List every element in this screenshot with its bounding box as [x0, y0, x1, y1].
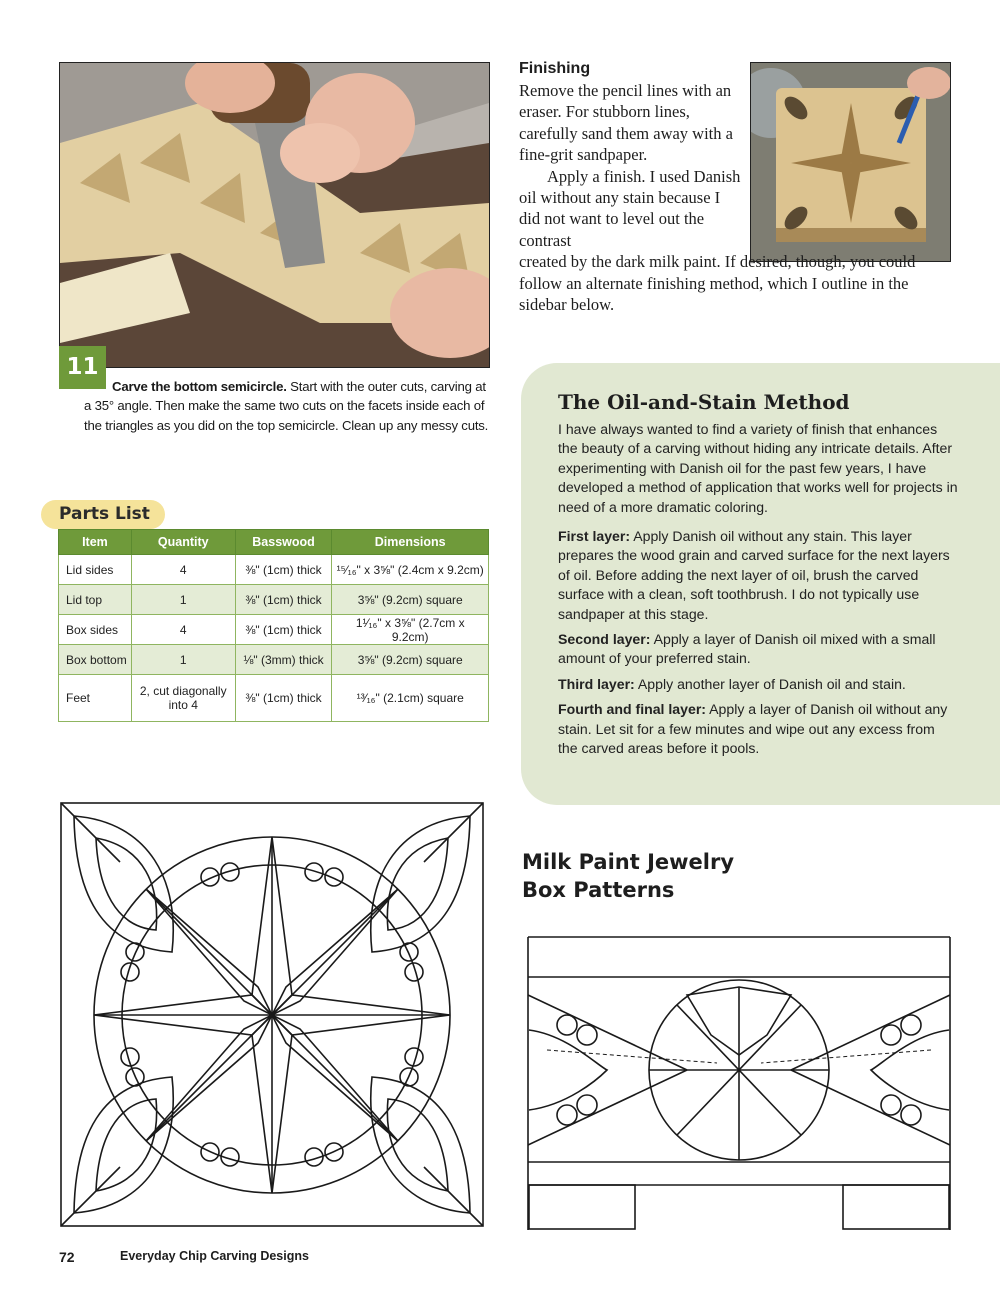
layer-label: Fourth and final layer:: [558, 701, 706, 718]
table-cell: 3⅝" (9.2cm) square: [332, 585, 489, 615]
sidebar-layer: [558, 675, 958, 694]
table-cell: 1: [131, 585, 235, 615]
table-cell: ⅜" (1cm) thick: [235, 555, 332, 585]
layer-text: Apply Danish oil without any stain. This layer prepares the wood grain and carved surface for the next layers of oil. Before adding the next layer of oil, brush the carved surface with a clean, soft toothbrush. I do not typically use sandpaper at this stage.: [558, 528, 950, 622]
column-header: Basswood: [235, 530, 332, 555]
table-row: [59, 675, 489, 722]
sidebar-layer: [558, 527, 958, 624]
sidebar-body: [558, 420, 958, 765]
table-cell: Lid sides: [59, 555, 132, 585]
step-caption-bold: Carve the bottom semicircle.: [112, 379, 287, 394]
table-row: [59, 615, 489, 645]
patterns-heading-line-1: Milk Paint Jewelry: [522, 850, 735, 874]
finishing-heading: Finishing: [519, 60, 591, 77]
table-cell: ⅛" (3mm) thick: [235, 645, 332, 675]
column-header: Quantity: [131, 530, 235, 555]
table-cell: 2, cut diagonally into 4: [131, 675, 235, 722]
table-header-row: [59, 530, 489, 555]
table-row: [59, 555, 489, 585]
finishing-paragraph-2b: created by the dark milk paint. If desired, though, you could follow an alternate finishing method, which I outline in the sidebar below.: [519, 252, 916, 315]
table-cell: 4: [131, 555, 235, 585]
layer-text: Apply a layer of Danish oil without any stain. Let sit for a few minutes and wipe out any excess from the carved areas before it pools.: [558, 701, 948, 757]
table-cell: ⅜" (1cm) thick: [235, 585, 332, 615]
table-cell: ⅜" (1cm) thick: [235, 675, 332, 722]
table-cell: ¹³⁄₁₆" (2.1cm) square: [332, 675, 489, 722]
table-cell: Box bottom: [59, 645, 132, 675]
table-row: [59, 585, 489, 615]
table-cell: Feet: [59, 675, 132, 722]
sidebar-intro: I have always wanted to find a variety of finish that enhances the beauty of a carving without hiding any intricate details. After experimenting with Danish oil for the past few years, I have developed a method of application that works well for projects in need of a more dramatic coloring.: [558, 421, 958, 515]
column-header: Dimensions: [332, 530, 489, 555]
layer-label: Third layer:: [558, 675, 635, 692]
side-pattern-drawing: [527, 935, 951, 1230]
parts-list-table: [58, 529, 489, 722]
table-cell: Box sides: [59, 615, 132, 645]
layer-text: Apply another layer of Danish oil and stain.: [634, 675, 906, 692]
patterns-heading: [522, 848, 782, 904]
table-cell: 4: [131, 615, 235, 645]
table-cell: 3⅝" (9.2cm) square: [332, 645, 489, 675]
column-header: Item: [59, 530, 132, 555]
layer-label: Second layer:: [558, 631, 651, 648]
sidebar-layer: [558, 700, 958, 758]
step-caption-text: Start with the outer cuts, carving at a 35° angle. Then make the same two cuts on the facets inside each of the triangles as you did on the top semicircle. Clean up any messy cuts.: [84, 379, 489, 433]
page-number: 72: [59, 1249, 75, 1265]
layer-text: Apply a layer of Danish oil mixed with a small amount of your preferred stain.: [558, 631, 936, 667]
layer-label: First layer:: [558, 528, 631, 545]
book-title: Everyday Chip Carving Designs: [120, 1249, 309, 1263]
patterns-heading-line-2: Box Patterns: [522, 878, 675, 902]
table-cell: Lid top: [59, 585, 132, 615]
step-number-badge: 11: [59, 346, 106, 389]
table-cell: 1: [131, 645, 235, 675]
sidebar-layer: [558, 630, 958, 669]
table-cell: ¹⁵⁄₁₆" x 3⅝" (2.4cm x 9.2cm): [332, 555, 489, 585]
table-row: [59, 645, 489, 675]
finishing-body: [519, 80, 934, 315]
finishing-paragraph-2a: Apply a finish. I used Danish oil without any stain because I did not want to level out the contrast: [519, 166, 741, 250]
table-cell: ⅜" (1cm) thick: [235, 615, 332, 645]
step-11-photo: [59, 62, 490, 368]
finishing-paragraph-1: Remove the pencil lines with an eraser. For stubborn lines, carefully sand them away with a fine-grit sandpaper.: [519, 81, 733, 165]
parts-list-title: Parts List: [41, 500, 165, 529]
sidebar-title: The Oil-and-Stain Method: [558, 390, 850, 414]
lid-pattern-drawing: [60, 802, 484, 1227]
step-caption: [84, 377, 494, 435]
table-cell: 1¹⁄₁₆" x 3⅝" (2.7cm x 9.2cm): [332, 615, 489, 645]
